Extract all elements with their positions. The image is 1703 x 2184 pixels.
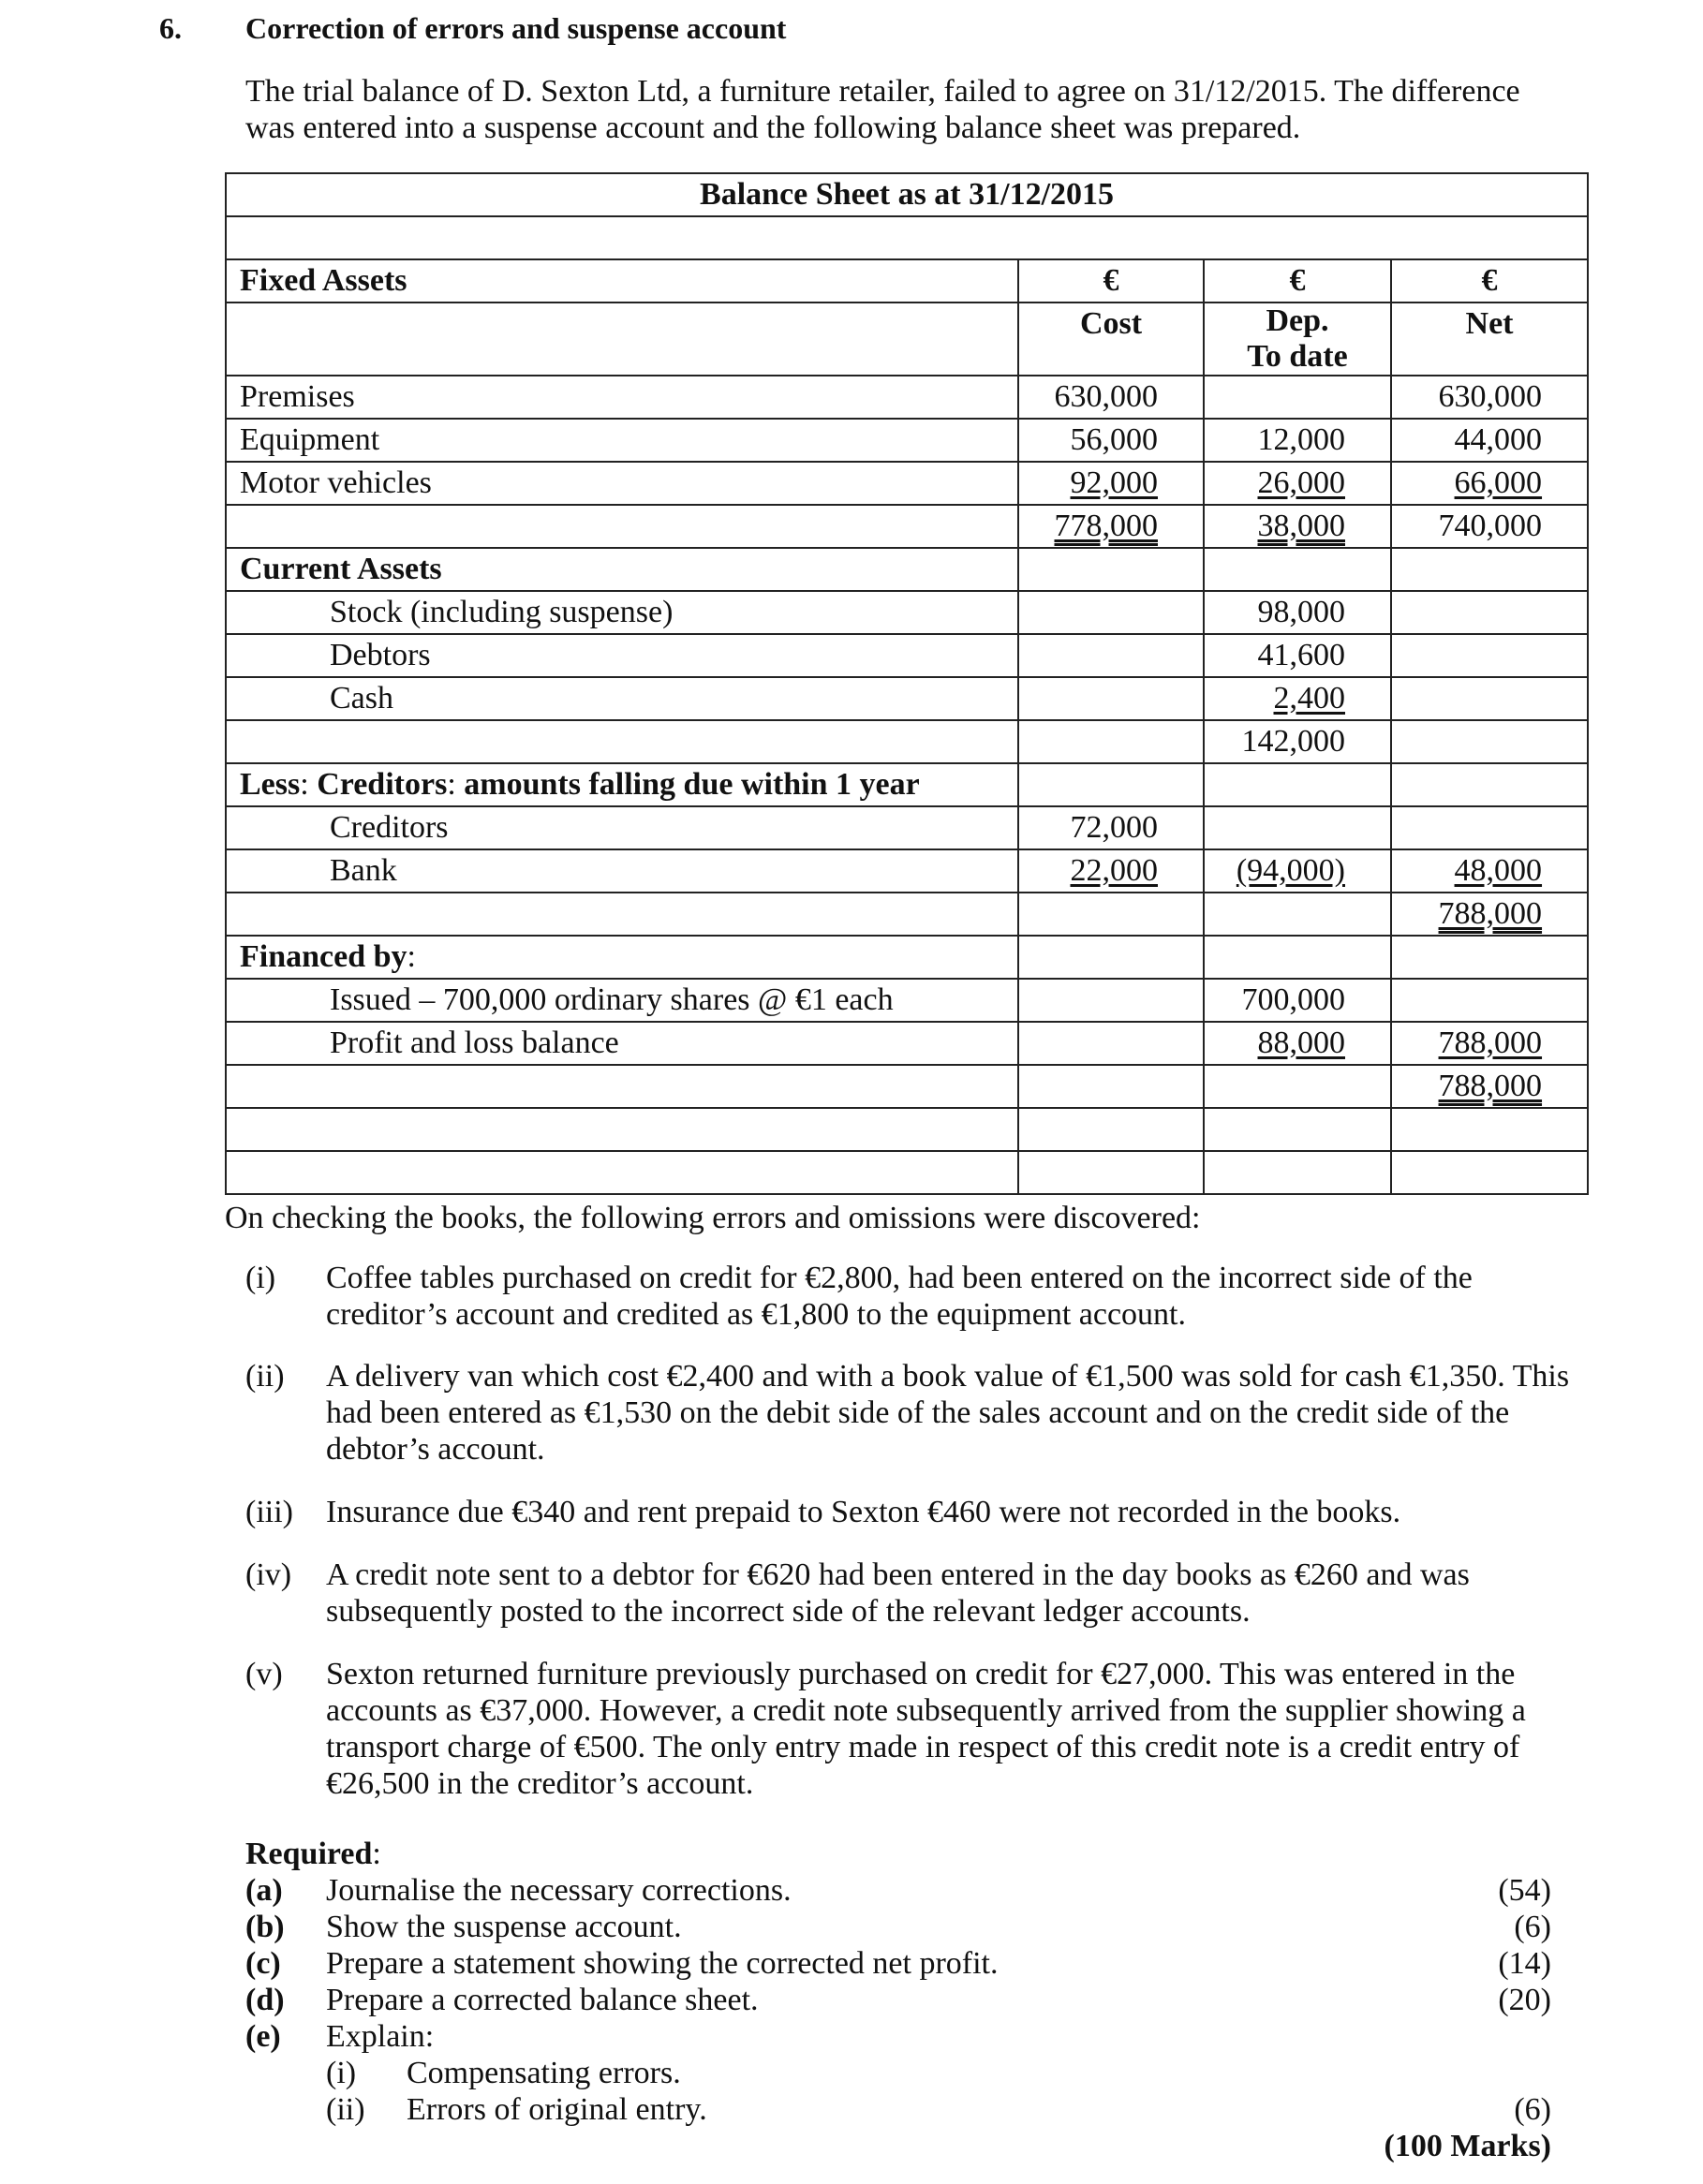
required-item [245, 1872, 1585, 1909]
total-marks-row [245, 2128, 1585, 2164]
error-item [245, 1358, 1585, 1468]
less-creditors-heading: Less: Creditors: amounts falling due within 1 year [226, 763, 1018, 806]
capital-total: 788,000 [1391, 1022, 1588, 1065]
error-item [245, 1656, 1585, 1802]
blank-cell [1391, 806, 1588, 849]
required-letter: (b) [245, 1910, 285, 1944]
required-text: Prepare a corrected balance sheet. [326, 1983, 759, 2017]
blank-cell [1204, 763, 1391, 806]
blank-cell [1391, 763, 1588, 806]
blank-cell [1018, 720, 1204, 763]
blank-cell [1018, 634, 1204, 677]
blank-cell [226, 1065, 1018, 1108]
required-text: Explain: [326, 2019, 435, 2054]
blank-cell [226, 1108, 1018, 1151]
required-letter: (e) [245, 2019, 281, 2054]
capital-label: Issued – 700,000 ordinary shares @ €1 each [226, 979, 1018, 1022]
error-item [245, 1260, 1585, 1333]
required-text: Show the suspense account. [326, 1910, 682, 1944]
fa-net: 44,000 [1391, 419, 1588, 462]
blank-cell [1391, 677, 1588, 720]
ca-label: Cash [226, 677, 1018, 720]
blank-cell [1391, 548, 1588, 591]
required-subitem [245, 2091, 1585, 2128]
error-item [245, 1494, 1585, 1530]
liab-value: 22,000 [1018, 849, 1204, 893]
fixed-assets-heading: Fixed Assets [226, 259, 1018, 303]
blank-cell [1018, 979, 1204, 1022]
blank-cell [1391, 936, 1588, 979]
error-text: Insurance due €340 and rent prepaid to Sexton €460 were not recorded in the books. [326, 1495, 1401, 1529]
blank-cell [1204, 1108, 1391, 1151]
error-text: Coffee tables purchased on credit for €2,800, had been entered on the incorrect side of the creditor’s account and credited as €1,800 to the equipment account. [326, 1261, 1473, 1332]
blank-cell [1204, 1151, 1391, 1194]
financed-by-heading: Financed by: [226, 936, 1018, 979]
fa-total-dep: 38,000 [1204, 505, 1391, 548]
col-cost: Cost [1018, 303, 1204, 376]
currency-symbol: € [1018, 259, 1204, 303]
required-letter: (a) [245, 1873, 283, 1908]
capital-value: 700,000 [1204, 979, 1391, 1022]
liab-total: (94,000) [1204, 849, 1391, 893]
blank-cell [1391, 1151, 1588, 1194]
subitem-text: Errors of original entry. [407, 2092, 707, 2127]
required-text: Journalise the necessary corrections. [326, 1873, 792, 1908]
required-letter: (c) [245, 1946, 281, 1981]
error-text: A credit note sent to a debtor for €620 had been entered in the day books as €260 and was subsequently posted to the incorrect side of the relevant ledger accounts. [326, 1557, 1470, 1629]
blank-cell [1204, 1065, 1391, 1108]
blank-cell [1018, 893, 1204, 936]
fa-label: Premises [226, 376, 1018, 419]
required-title: Required: [245, 1837, 381, 1871]
blank-cell [1018, 591, 1204, 634]
fa-dep: 26,000 [1204, 462, 1391, 505]
blank-cell [1018, 936, 1204, 979]
errors-intro: On checking the books, the following errors and omissions were discovered: [225, 1201, 1201, 1235]
ca-total: 142,000 [1204, 720, 1391, 763]
error-text: A delivery van which cost €2,400 and with a book value of €1,500 was sold for cash €1,350. This had been entered as €1,530 on the debit side of the sales account and on the credit side of the debtor’s account. [326, 1359, 1570, 1467]
blank-cell [1204, 806, 1391, 849]
blank-cell [226, 1151, 1018, 1194]
fa-net: 630,000 [1391, 376, 1588, 419]
ca-value: 98,000 [1204, 591, 1391, 634]
error-number: (iii) [245, 1495, 293, 1529]
question-number: 6. [159, 11, 182, 45]
blank-cell [1391, 634, 1588, 677]
blank-cell [1391, 979, 1588, 1022]
fa-cost: 92,000 [1018, 462, 1204, 505]
ca-label: Stock (including suspense) [226, 591, 1018, 634]
error-item [245, 1557, 1585, 1630]
blank-cell [226, 505, 1018, 548]
ca-value: 41,600 [1204, 634, 1391, 677]
fa-label: Equipment [226, 419, 1018, 462]
fa-net: 66,000 [1391, 462, 1588, 505]
ca-label: Debtors [226, 634, 1018, 677]
blank-cell [1018, 1022, 1204, 1065]
question-title: Correction of errors and suspense account [245, 11, 787, 45]
balance-sheet-title: Balance Sheet as at 31/12/2015 [226, 173, 1588, 216]
fa-dep [1204, 376, 1391, 419]
currency-symbol: € [1391, 259, 1588, 303]
error-text: Sexton returned furniture previously purchased on credit for €27,000. This was entered in the accounts as €37,000. However, a credit note subsequently arrived from the supplier showing a transport charge of €500. The only entry made in respect of this credit note is a credit entry of €26,500 in the creditor’s account. [326, 1657, 1526, 1801]
required-item [245, 1982, 1585, 2018]
error-number: (i) [245, 1261, 276, 1295]
blank-cell [1391, 591, 1588, 634]
required-section [245, 1836, 1585, 2164]
col-dep: Dep. To date [1204, 303, 1391, 376]
net-assets-total: 788,000 [1391, 893, 1588, 936]
total-marks: (100 Marks) [1384, 2129, 1551, 2163]
question-intro: The trial balance of D. Sexton Ltd, a furniture retailer, failed to agree on 31/12/2015. The difference was entered into a suspense account and the following balance sheet was prepared. [245, 74, 1520, 145]
fa-cost: 630,000 [1018, 376, 1204, 419]
subitem-text: Compensating errors. [407, 2056, 681, 2090]
fa-dep: 12,000 [1204, 419, 1391, 462]
liab-label: Bank [226, 849, 1018, 893]
fa-total-net: 740,000 [1391, 505, 1588, 548]
blank-row [226, 216, 1588, 259]
capital-total-final: 788,000 [1391, 1065, 1588, 1108]
blank-cell [1391, 1108, 1588, 1151]
required-text: Prepare a statement showing the corrected net profit. [326, 1946, 999, 1981]
required-marks: (54) [1498, 1873, 1551, 1908]
capital-value: 88,000 [1204, 1022, 1391, 1065]
error-number: (v) [245, 1657, 283, 1691]
blank-cell [226, 893, 1018, 936]
currency-symbol: € [1204, 259, 1391, 303]
error-number: (iv) [245, 1557, 292, 1592]
blank-cell [226, 303, 1018, 376]
required-marks: (6) [1514, 2092, 1551, 2127]
blank-cell [1018, 1065, 1204, 1108]
fa-total-cost: 778,000 [1018, 505, 1204, 548]
blank-cell [1204, 936, 1391, 979]
liab-label: Creditors [226, 806, 1018, 849]
subitem-number: (ii) [326, 2092, 365, 2127]
subitem-number: (i) [326, 2056, 357, 2090]
ca-value: 2,400 [1204, 677, 1391, 720]
liab-value: 72,000 [1018, 806, 1204, 849]
required-letter: (d) [245, 1983, 285, 2017]
blank-cell [1391, 720, 1588, 763]
fa-label: Motor vehicles [226, 462, 1018, 505]
blank-cell [1018, 1108, 1204, 1151]
blank-cell [226, 720, 1018, 763]
balance-sheet-table [225, 172, 1589, 1195]
required-item [245, 1945, 1585, 1982]
fa-cost: 56,000 [1018, 419, 1204, 462]
current-assets-heading: Current Assets [226, 548, 1018, 591]
blank-cell [1204, 548, 1391, 591]
blank-cell [1018, 763, 1204, 806]
required-subitem [245, 2055, 1585, 2091]
blank-cell [1204, 893, 1391, 936]
required-item [245, 2018, 1585, 2055]
working-capital: 48,000 [1391, 849, 1588, 893]
blank-cell [1018, 548, 1204, 591]
required-marks: (6) [1514, 1910, 1551, 1944]
required-marks: (20) [1498, 1983, 1551, 2017]
blank-cell [1018, 1151, 1204, 1194]
required-item [245, 1909, 1585, 1945]
capital-label: Profit and loss balance [226, 1022, 1018, 1065]
required-marks: (14) [1498, 1946, 1551, 1981]
error-number: (ii) [245, 1359, 285, 1394]
blank-cell [1018, 677, 1204, 720]
col-net: Net [1391, 303, 1588, 376]
